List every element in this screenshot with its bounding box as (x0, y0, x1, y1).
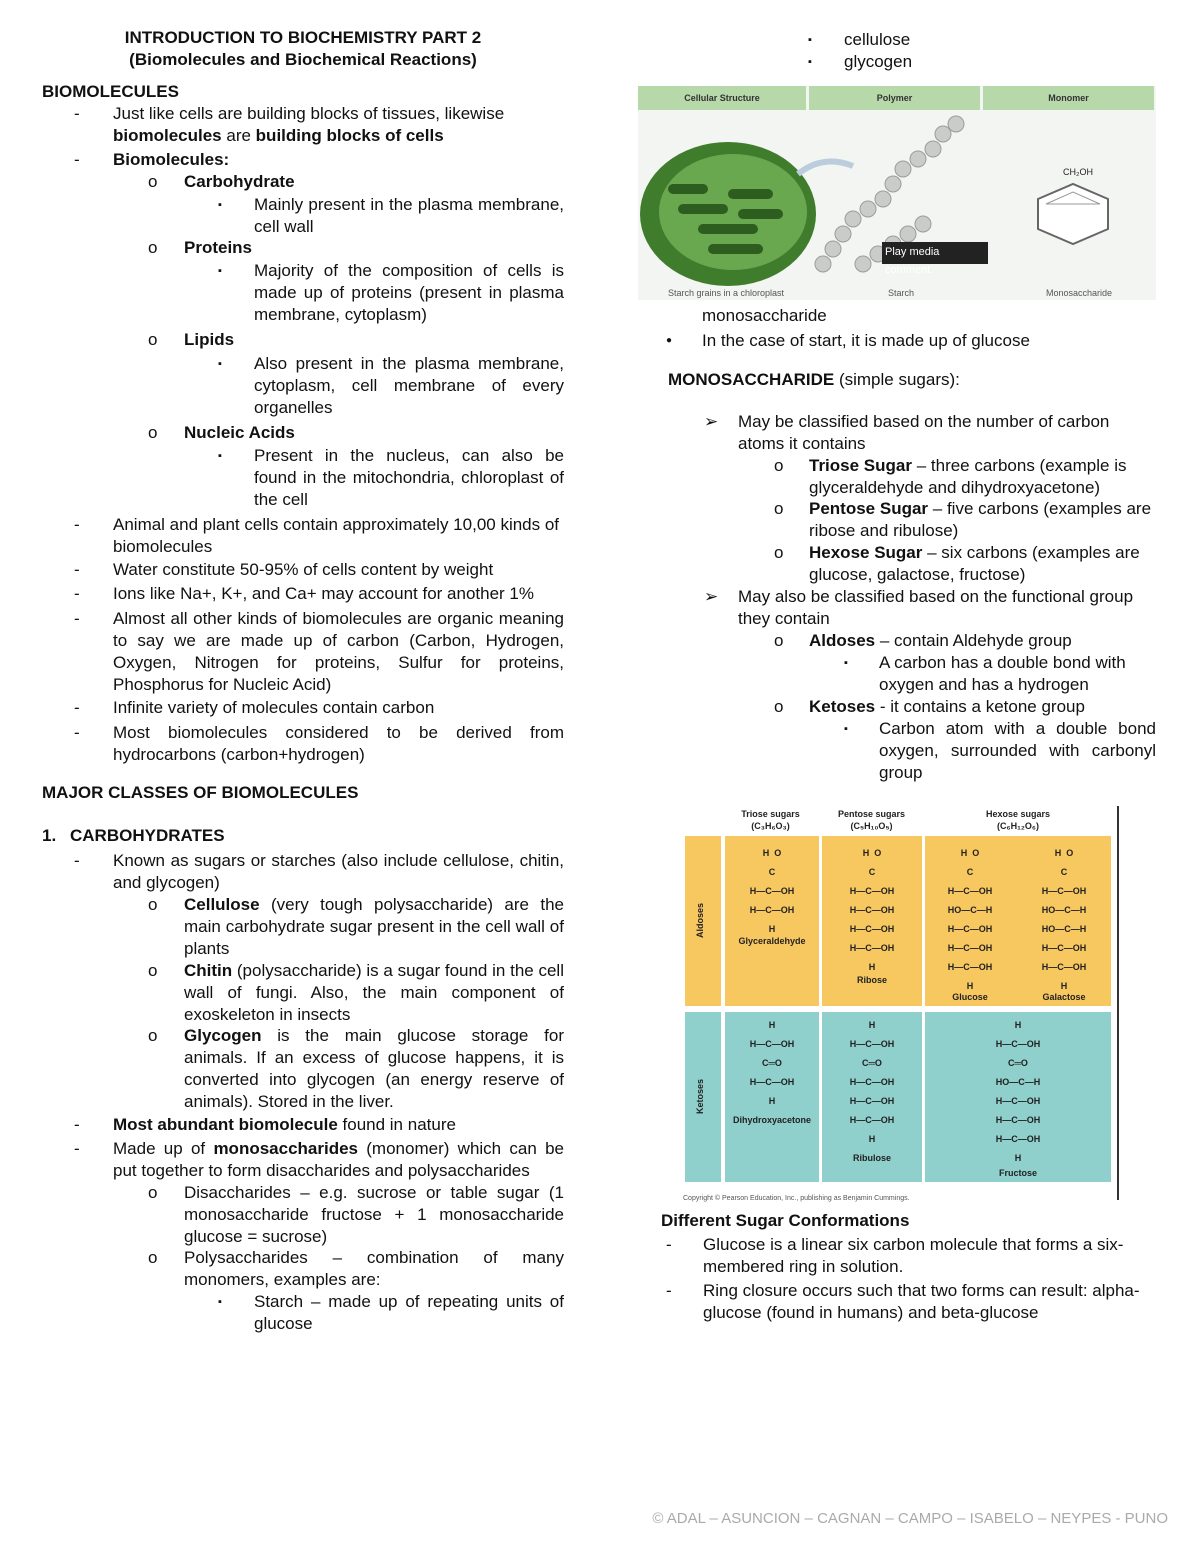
list-item: o Pentose Sugar – five carbons (examples are ribose and ribulose) (774, 499, 1152, 540)
list-item: - Glucose is a linear six carbon molecule that forms a six-membered ring in solution. (666, 1235, 1124, 1276)
list-item: - Infinite variety of molecules contain carbon (74, 698, 435, 717)
circle-bullet: o (774, 456, 784, 475)
circle-bullet: o (774, 697, 784, 716)
list-item: o Aldoses – contain Aldehyde group (774, 631, 1072, 650)
list-item: o Disaccharides – e.g. sucrose or table sugar (1 monosaccharide fructose + 1 monosaccharide glucose = sucrose) (148, 1183, 564, 1246)
list-item: ▪ Mainly present in the plasma membrane, cell wall (218, 195, 564, 236)
heading-major-classes: MAJOR CLASSES OF BIOMOLECULES (42, 783, 359, 802)
list-item: o Carbohydrate (148, 172, 295, 191)
heading-biomolecules: BIOMOLECULES (42, 82, 179, 101)
list-item: - Known as sugars or starches (also include cellulose, chitin, and glycogen) (74, 851, 564, 892)
fig-header-polymer: Polymer (809, 86, 980, 110)
list-item: - Most biomolecules considered to be derived from hydrocarbons (carbon+hydrogen) (74, 723, 564, 764)
dash-bullet: - (74, 515, 80, 534)
list-item: - Ions like Na+, K+, and Ca+ may account for another 1% (74, 584, 534, 603)
fig-header-monomer: Monomer (983, 86, 1154, 110)
list-item: ▪ Majority of the composition of cells is made up of proteins (present in plasma membrane, cytoplasm) (218, 261, 564, 324)
circle-bullet: o (148, 423, 158, 442)
arrow-bullet: ➢ (704, 412, 719, 431)
dash-bullet: - (74, 150, 80, 169)
list-item: - Ring closure occurs such that two forms can result: alpha-glucose (found in humans) and beta-glucose (666, 1281, 1140, 1322)
square-bullet: ▪ (218, 450, 222, 462)
list-item: - Biomolecules: (74, 150, 230, 169)
circle-bullet: o (148, 172, 158, 191)
list-item: o Triose Sugar – three carbons (example is glyceraldehyde and dihydroxyacetone) (774, 456, 1127, 497)
square-bullet: ▪ (844, 723, 848, 735)
list-item: ➢ May be classified based on the number of carbon atoms it contains (704, 412, 1110, 453)
square-bullet: ▪ (218, 265, 222, 277)
dash-bullet: - (74, 1115, 80, 1134)
list-item: - Water constitute 50-95% of cells content by weight (74, 560, 494, 579)
dot-bullet: ● (666, 335, 673, 346)
dash-bullet: - (666, 1281, 672, 1300)
list-item: o Ketoses - it contains a ketone group (774, 697, 1085, 716)
square-bullet: ▪ (808, 56, 812, 68)
dash-bullet: - (74, 560, 80, 579)
dash-bullet: - (666, 1235, 672, 1254)
list-item: o Lipids (148, 330, 235, 349)
list-item: - Most abundant biomolecule found in nature (74, 1115, 456, 1134)
circle-bullet: o (148, 1248, 158, 1267)
list-item: o Glycogen is the main glucose storage for animals. If an excess of glucose happens, it is converted into glycogen (an energy reserve of animals). Stored in the liver. (148, 1026, 564, 1111)
list-item: ▪ cellulose (808, 30, 911, 49)
list-item: o Nucleic Acids (148, 423, 295, 442)
page-title: INTRODUCTION TO BIOCHEMISTRY PART 2 (124, 28, 482, 47)
square-bullet: ▪ (218, 358, 222, 370)
list-item: - Animal and plant cells contain approximately 10,00 kinds of biomolecules (74, 515, 560, 556)
square-bullet: ▪ (218, 199, 222, 211)
list-item: ➢ May also be classified based on the functional group they contain (704, 587, 1134, 628)
play-media-comment[interactable]: Play media comment. (885, 246, 940, 276)
dash-bullet: - (74, 851, 80, 870)
circle-bullet: o (148, 1183, 158, 1202)
list-item: - Just like cells are building blocks of tissues, likewise biomolecules are building blocks of cells (74, 104, 505, 145)
list-item: ▪ A carbon has a double bond with oxygen and has a hydrogen (844, 653, 1126, 694)
circle-bullet: o (148, 961, 158, 980)
circle-bullet: o (148, 330, 158, 349)
square-bullet: ▪ (808, 34, 812, 46)
fig-header-cellular: Cellular Structure (638, 86, 806, 110)
dash-bullet: - (74, 104, 80, 123)
list-item: ▪ Present in the nucleus, can also be found in the mitochondria, chloroplast of the cell (218, 446, 564, 509)
list-item: ▪ glycogen (808, 52, 913, 71)
heading-carbohydrates: 1. CARBOHYDRATES (42, 826, 225, 845)
list-item: o Polysaccharides – combination of many monomers, examples are: (148, 1248, 564, 1289)
starch-figure: Cellular Structure Polymer Monomer Play media comment. CH₂OH Starch grains in a chloroplast Starch Monosaccharide (638, 86, 1156, 300)
circle-bullet: o (774, 499, 784, 518)
dash-bullet: - (74, 1139, 80, 1158)
list-item: o Chitin (polysaccharide) is a sugar found in the cell wall of fungi. Also, the main component of exoskeleton in insects (148, 961, 564, 1024)
square-bullet: ▪ (218, 1296, 222, 1308)
arrow-bullet: ➢ (704, 587, 719, 606)
dash-bullet: - (74, 723, 80, 742)
heading-sugar-conformations: Different Sugar Conformations (661, 1211, 910, 1230)
list-item: o Cellulose (very tough polysaccharide) are the main carbohydrate sugar present in the cell wall of plants (148, 895, 564, 958)
list-item: - Almost all other kinds of biomolecules are organic meaning to say we are made up of carbon (Carbon, Hydrogen, Oxygen, Nitrogen for proteins, Sulfur for proteins, Phosphorus for Nucleic Acid) (74, 609, 564, 694)
square-bullet: ▪ (844, 657, 848, 669)
list-item: - Made up of monosaccharides (monomer) which can be put together to form disaccharides and polysaccharides (74, 1139, 564, 1180)
list-item: o Proteins (148, 238, 253, 257)
footer-authors: © ADAL – ASUNCION – CAGNAN – CAMPO – ISABELO – NEYPES - PUNO (652, 1510, 1168, 1527)
list-item: ▪ Starch – made up of repeating units of glucose (218, 1292, 564, 1333)
dash-bullet: - (74, 584, 80, 603)
circle-bullet: o (774, 631, 784, 650)
dash-bullet: - (74, 698, 80, 717)
page-subtitle: (Biomolecules and Biochemical Reactions) (129, 50, 477, 69)
heading-monosaccharide: MONOSACCHARIDE (simple sugars): (668, 370, 960, 389)
list-item: ▪ Carbon atom with a double bond oxygen, surrounded with carbonyl group (844, 719, 1156, 782)
circle-bullet: o (148, 1026, 158, 1045)
circle-bullet: o (774, 543, 784, 562)
dash-bullet: - (74, 609, 80, 628)
circle-bullet: o (148, 238, 158, 257)
list-item: ● In the case of start, it is made up of glucose (666, 331, 1030, 350)
list-item: ▪ Also present in the plasma membrane, cytoplasm, cell membrane of every organelles (218, 354, 564, 417)
list-item: o Hexose Sugar – six carbons (examples are glucose, galactose, fructose) (774, 543, 1140, 584)
circle-bullet: o (148, 895, 158, 914)
sugar-structures-figure: Triose sugars (C₃H₆O₃) Pentose sugars (C₅H₁₀O₅) Hexose sugars (C₆H₁₂O₆) Aldoses Ketoses H O C H—C—OH H—C—OH H Glyceraldehyde H O C H—C—OH H—C—OH H—C—OH H—C—OH H Ribose H O C H—C—OH HO—C—H H—C—OH H—C—OH H—C—OH H Glucose H O C H—C—OH HO—C—H HO—C—H H—C—OH H—C—OH H Galactose H H—C—OH C═O H—C—OH H Dihydroxyacetone H H—C—OH C═O H—C—OH H—C—OH H—C—OH H Ribulose H H—C—OH C═O HO—C—H H—C—OH H—C—OH H—C—OH H Fructose Copyright © Pearson Education, Inc., publishing as Benjamin Cummings. (683, 806, 1119, 1200)
